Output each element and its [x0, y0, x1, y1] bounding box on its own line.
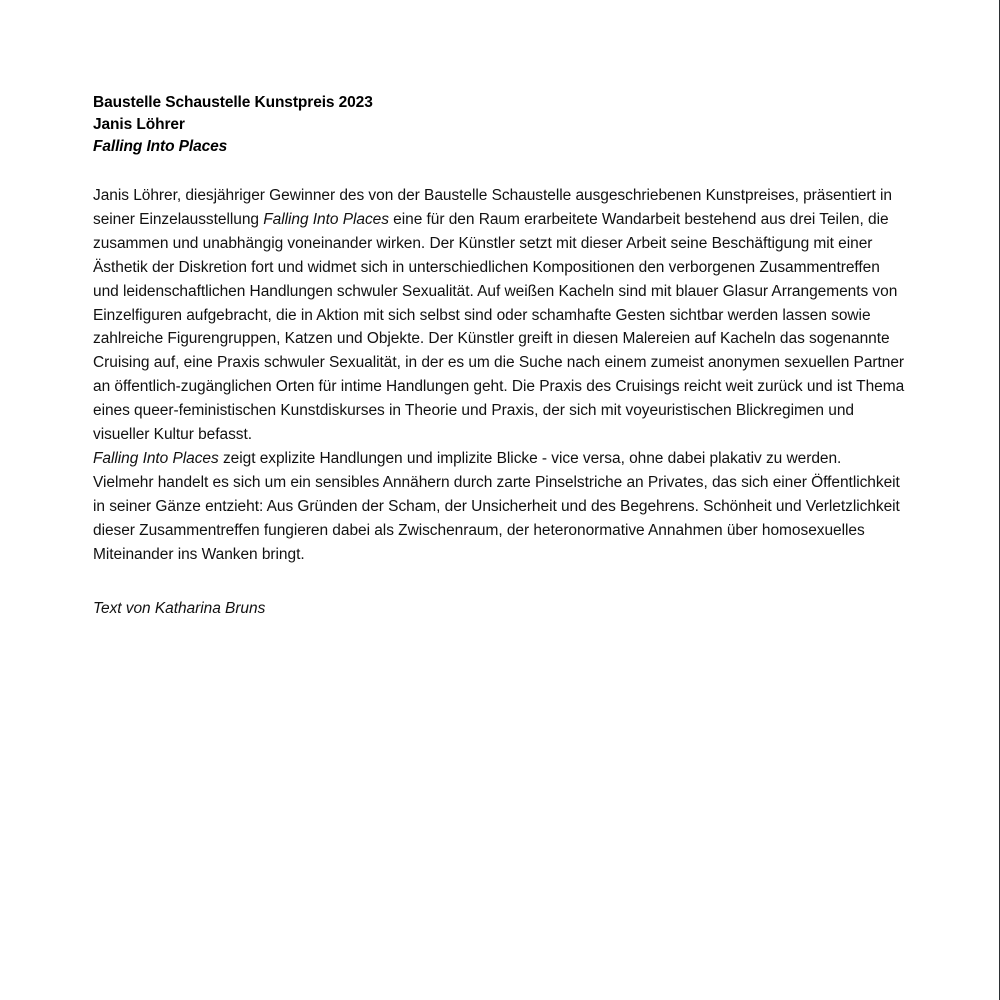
paragraph-2-exhibition-title-italic: Falling Into Places: [93, 449, 219, 467]
body-paragraph-2: [93, 447, 905, 567]
header-artist-name: Janis Löhrer: [93, 116, 185, 133]
document-header: [93, 92, 905, 158]
document-page: [93, 92, 905, 620]
paragraph-1-exhibition-title-italic: Falling Into Places: [263, 210, 389, 228]
header-prize-title: Baustelle Schaustelle Kunstpreis 2023: [93, 94, 373, 111]
body-paragraph-1: [93, 184, 905, 447]
paragraph-1-text-part-1: Janis Löhrer, diesjähriger Gewinner des von der Baustelle Schaustelle ausgeschriebenen Kunstpreises, präsentiert in seiner Einzelausstellung: [93, 187, 892, 228]
header-exhibition-title: Falling Into Places: [93, 138, 228, 155]
paragraph-2-text-part-1: zeigt explizite Handlungen und implizite Blicke - vice versa, ohne dabei plakativ zu werden. Vielmehr handelt es sich um ein sensibles Annähern durch zarte Pinselstriche an Privates, das sich einer Öffentlichkeit in seiner Gänze entzieht: Aus Gründen der Scham, der Unsicherheit und des Begehrens. Schönheit und Verletzlichkeit dieser Zusammentreffen fungieren dabei als Zwischenraum, der heteronormative Annahmen über homosexuelles Miteinander ins Wanken bringt.: [93, 449, 900, 563]
paragraph-1-text-part-2: eine für den Raum erarbeitete Wandarbeit bestehend aus drei Teilen, die zusammen und unabhängig voneinander wirken. Der Künstler setzt mit dieser Arbeit seine Beschäftigung mit einer Ästhetik der Diskretion fort und widmet sich in unterschiedlichen Kompositionen den verborgenen Zusammentreffen und leidenschaftlichen Handlungen schwuler Sexualität. Auf weißen Kacheln sind mit blauer Glasur Arrangements von Einzelfiguren aufgebracht, die in Aktion mit sich selbst sind oder schamhafte Gesten sichtbar werden lassen sowie zahlreiche Figurengruppen, Katzen und Objekte. Der Künstler greift in diesen Malereien auf Kacheln das sogenannte Cruising auf, eine Praxis schwuler Sexualität, in der es um die Suche nach einem zumeist anonymen sexuellen Partner an öffentlich-zugänglichen Orten für intime Handlungen geht. Die Praxis des Cruisings reicht weit zurück und ist Thema eines queer-feministischen Kunstdiskurses in Theorie und Praxis, der sich mit voyeuristischen Blickregimen und visueller Kultur befasst.: [93, 210, 905, 444]
document-body: [93, 184, 905, 567]
text-attribution: Text von Katharina Bruns: [93, 599, 266, 617]
